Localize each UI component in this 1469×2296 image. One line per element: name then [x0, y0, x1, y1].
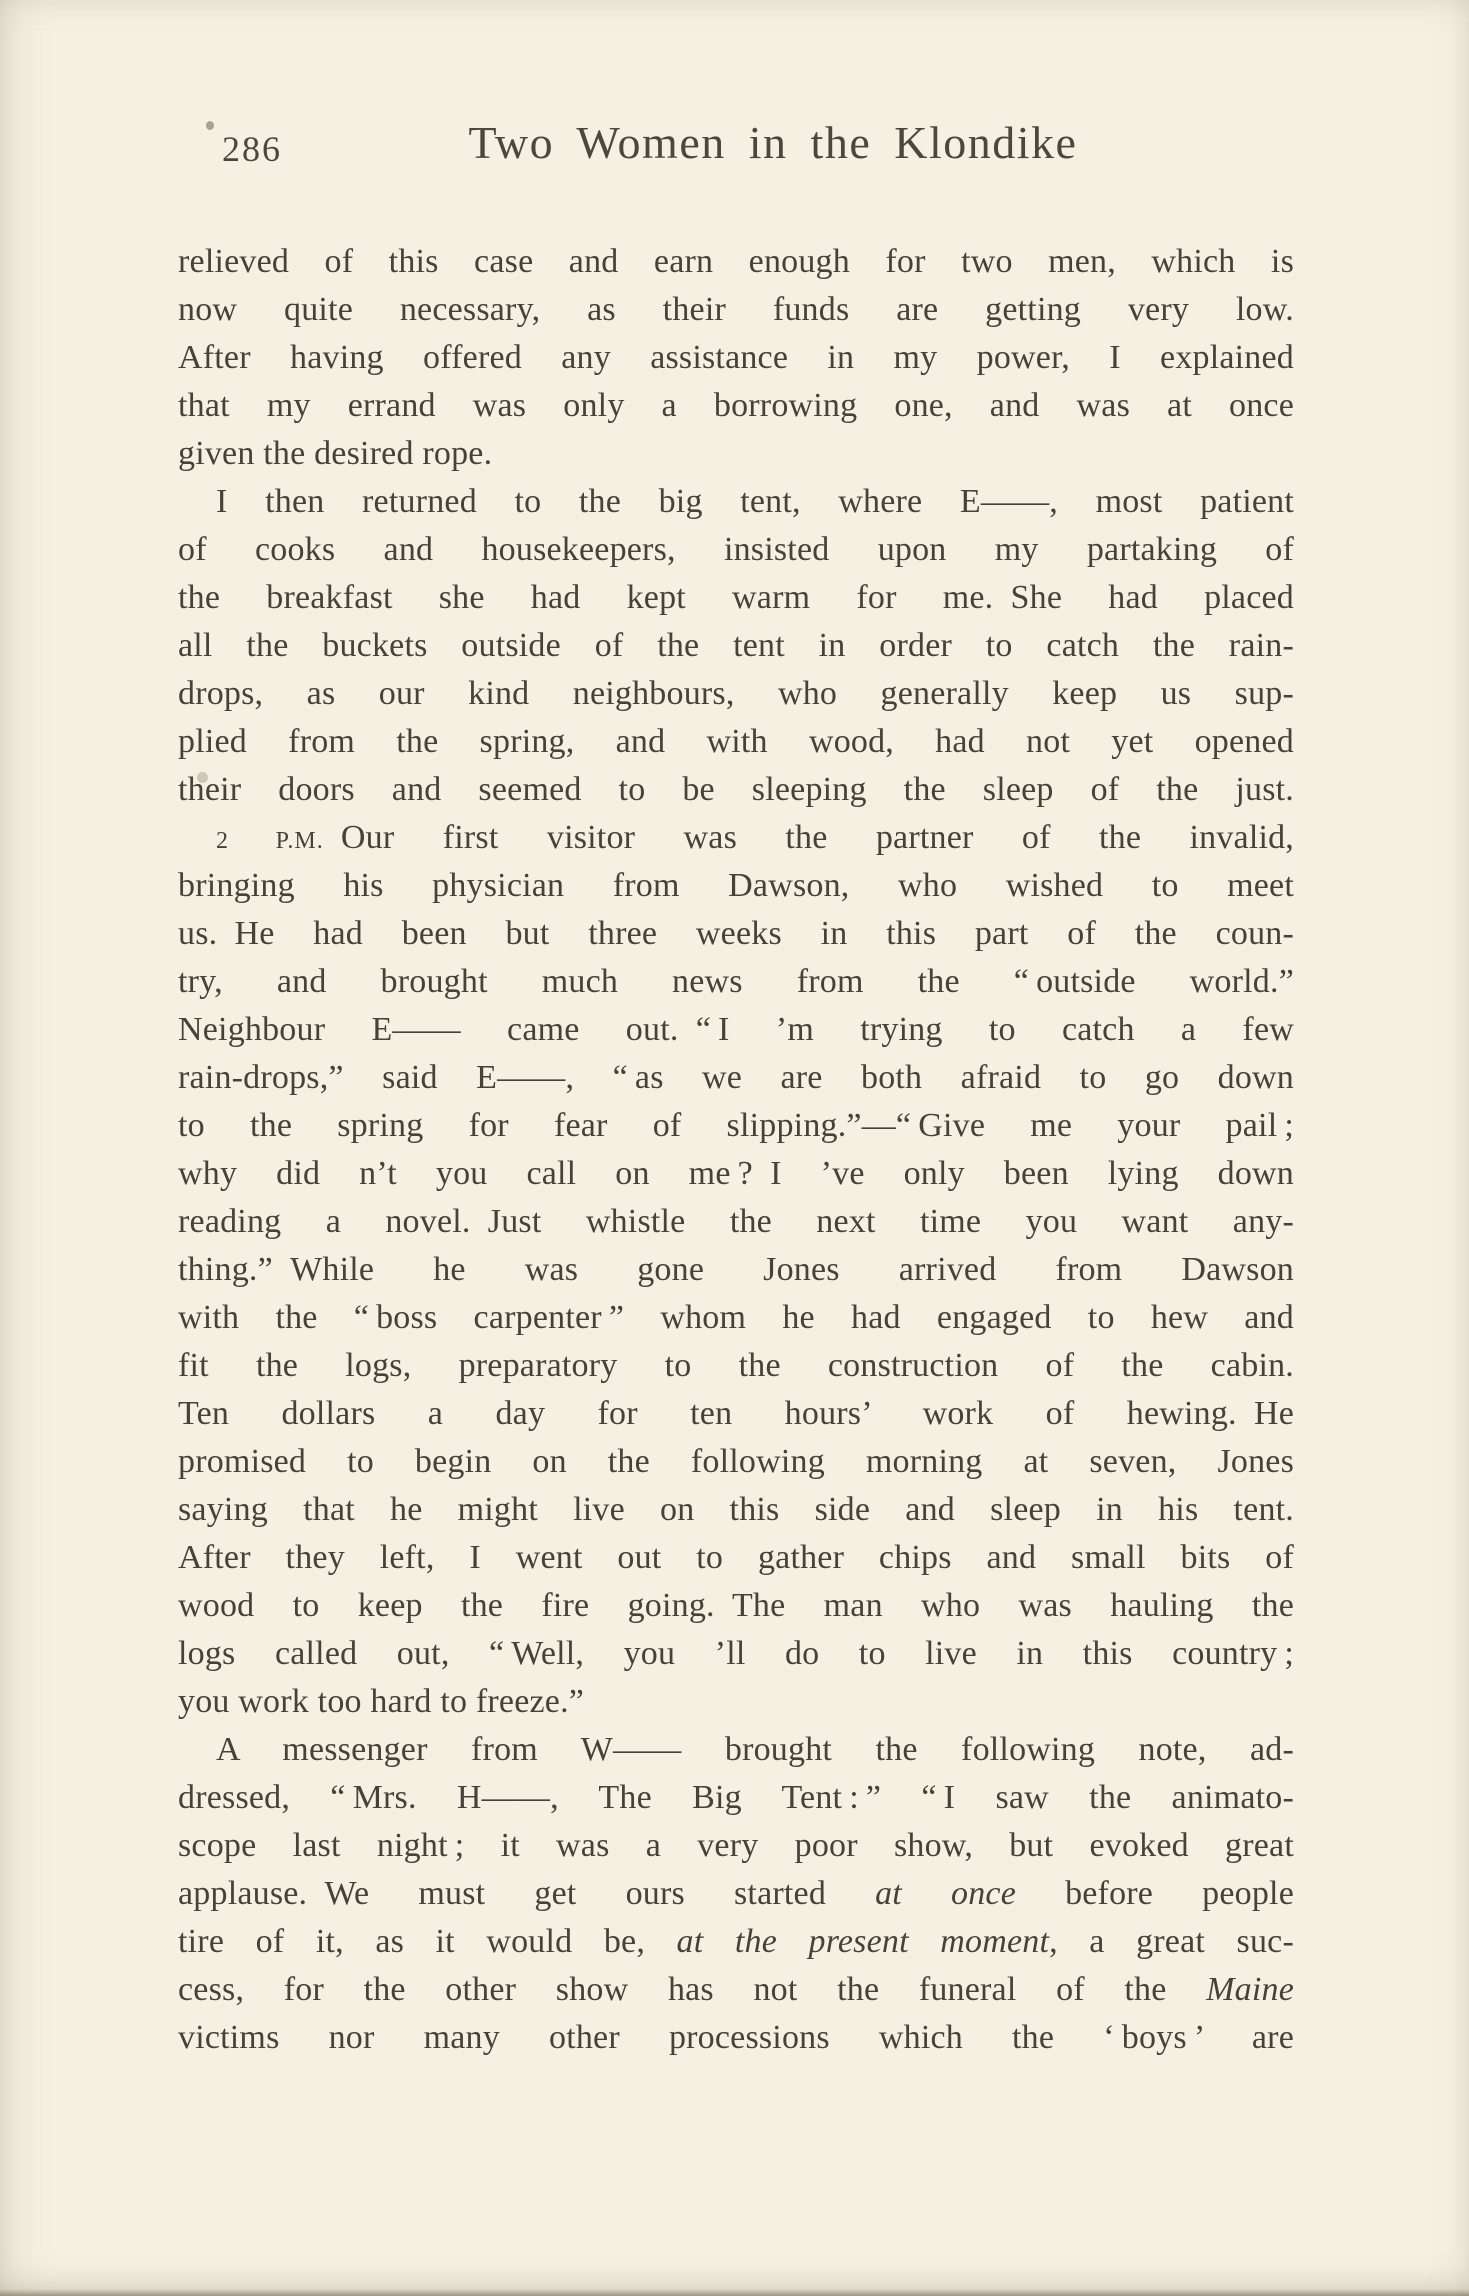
text-line: [178, 526, 1294, 574]
text-line: [178, 1150, 1294, 1198]
text-segment: fit the logs, preparatory to the construction of the cabin.: [178, 1347, 1294, 1384]
text-line: [178, 1582, 1294, 1630]
text-segment: , a great suc-: [1049, 1923, 1294, 1960]
text-segment: the breakfast she had kept warm for me. She had placed: [178, 579, 1294, 616]
page-number: 286: [222, 129, 282, 169]
text-segment: plied from the spring, and with wood, had not yet opened: [178, 723, 1294, 760]
text-line: [178, 382, 1294, 430]
text-segment: of cooks and housekeepers, insisted upon my partaking of: [178, 531, 1294, 568]
text-line: [178, 1246, 1294, 1294]
text-line: [178, 1726, 1294, 1774]
text-line: [178, 862, 1294, 910]
text-segment: thing.” While he was gone Jones arrived from Dawson: [178, 1251, 1294, 1288]
text-line: [178, 622, 1294, 670]
text-line: [178, 2014, 1294, 2062]
text-line: [178, 766, 1294, 814]
paragraph: [178, 814, 1294, 1726]
italic-text: at once: [875, 1875, 1016, 1912]
text-segment: their doors and seemed to be sleeping the sleep of the just.: [178, 771, 1294, 808]
text-segment: try, and brought much news from the “ outside world.”: [178, 963, 1294, 1000]
scan-bottom-edge: [0, 2289, 1469, 2296]
paragraph: [178, 478, 1294, 814]
text-line: [178, 1534, 1294, 1582]
text-segment: promised to begin on the following morning at seven, Jones: [178, 1443, 1294, 1480]
text-segment: before people: [1016, 1875, 1294, 1912]
text-segment: dressed, “ Mrs. H——, The Big Tent : ” “ I saw the animato-: [178, 1779, 1294, 1816]
text-segment: all the buckets outside of the tent in order to catch the rain-: [178, 627, 1294, 664]
text-segment: I then returned to the big tent, where E——, most patient: [216, 483, 1294, 520]
text-line: [178, 1198, 1294, 1246]
text-segment: After having offered any assistance in my power, I explained: [178, 339, 1294, 376]
text-line: [178, 286, 1294, 334]
text-line: [178, 1102, 1294, 1150]
text-segment: why did n’t you call on me ? I ’ve only been lying down: [178, 1155, 1294, 1192]
text-segment: relieved of this case and earn enough for two men, which is: [178, 243, 1294, 280]
text-segment: rain-drops,” said E——, “ as we are both afraid to go down: [178, 1059, 1294, 1096]
text-line: [178, 1438, 1294, 1486]
text-line: [178, 574, 1294, 622]
text-segment: cess, for the other show has not the funeral of the: [178, 1971, 1207, 2008]
text-segment: to the spring for fear of slipping.”—“ Give me your pail ;: [178, 1107, 1294, 1144]
text-segment: logs called out, “ Well, you ’ll do to live in this country ;: [178, 1635, 1294, 1672]
text-line: [178, 478, 1294, 526]
text-line: [178, 1630, 1294, 1678]
scan-speck: [206, 121, 214, 130]
text-segment: with the “ boss carpenter ” whom he had engaged to hew and: [178, 1299, 1294, 1336]
text-line: [178, 958, 1294, 1006]
text-segment: A messenger from W—— brought the following note, ad-: [216, 1731, 1294, 1768]
text-segment: bringing his physician from Dawson, who wished to meet: [178, 867, 1294, 904]
text-line: [178, 1006, 1294, 1054]
text-segment: that my errand was only a borrowing one, and was at once: [178, 387, 1294, 424]
text-line: [178, 1774, 1294, 1822]
italic-text: at the present moment: [676, 1923, 1050, 1960]
text-line: [178, 1870, 1294, 1918]
text-segment: Neighbour E—— came out. “ I ’m trying to catch a few: [178, 1011, 1294, 1048]
text-line: [178, 1678, 1294, 1726]
italic-text: Maine: [1206, 1971, 1294, 2008]
text-segment: us. He had been but three weeks in this part of the coun-: [178, 915, 1294, 952]
text-line: [178, 814, 1294, 862]
text-line: [178, 430, 1294, 478]
paragraph: [178, 1726, 1294, 2062]
text-line: [178, 1486, 1294, 1534]
text-segment: tire of it, as it would be,: [178, 1923, 677, 1960]
text-line: [178, 1294, 1294, 1342]
text-line: [178, 670, 1294, 718]
text-segment: After they left, I went out to gather chips and small bits of: [178, 1539, 1294, 1576]
text-line: [178, 718, 1294, 766]
text-segment: now quite necessary, as their funds are getting very low.: [178, 291, 1294, 328]
text-line: [178, 238, 1294, 286]
text-line: [178, 1054, 1294, 1102]
text-segment: applause. We must get ours started: [178, 1875, 876, 1912]
smallcaps-text: 2 P.M.: [216, 819, 324, 856]
text-line: [178, 910, 1294, 958]
text-segment: Ten dollars a day for ten hours’ work of hewing. He: [178, 1395, 1294, 1432]
text-line: [178, 1390, 1294, 1438]
text-segment: you work too hard to freeze.”: [178, 1683, 585, 1720]
text-segment: given the desired rope.: [178, 435, 493, 472]
text-segment: reading a novel. Just whistle the next time you want any-: [178, 1203, 1294, 1240]
text-line: [178, 1342, 1294, 1390]
text-segment: scope last night ; it was a very poor show, but evoked great: [178, 1827, 1294, 1864]
text-segment: drops, as our kind neighbours, who generally keep us sup-: [178, 675, 1294, 712]
text-line: [178, 1822, 1294, 1870]
running-title: Two Women in the Klondike: [468, 117, 1078, 168]
text-line: [178, 1966, 1294, 2014]
text-line: [178, 334, 1294, 382]
text-segment: wood to keep the fire going. The man who was hauling the: [178, 1587, 1294, 1624]
paragraph: [178, 238, 1294, 478]
text-segment: saying that he might live on this side and sleep in his tent.: [178, 1491, 1294, 1528]
text-line: [178, 1918, 1294, 1966]
text-segment: victims nor many other processions which the ‘ boys ’ are: [178, 2019, 1294, 2056]
text-block: [178, 238, 1294, 2062]
text-segment: Our first visitor was the partner of the invalid,: [323, 819, 1295, 856]
